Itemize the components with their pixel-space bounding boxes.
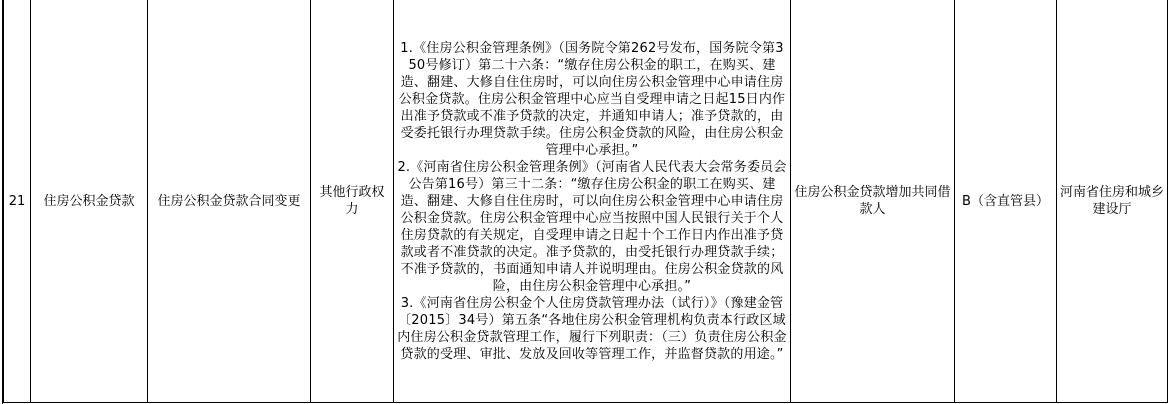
legal-basis-cell [394, 0, 791, 403]
legal-basis-item: 1.《住房公积金管理条例》（国务院令第262号发布，国务院令第350号修订）第二十六条：“缴存住房公积金的职工，在购买、建造、翻建、大修自住住房时，可以向住房公积金管理中心申请住房公积金贷款。住房公积金管理中心应当自受理申请之日起15日内作出准予贷款或不准予贷款的决定，并通知申请人；准予贷款的，由受委托银行办理贷款手续。住房公积金贷款的风险，由住房公积金管理中心承担。” [398, 40, 786, 158]
table-row [4, 0, 1168, 403]
sub-item-cell: 住房公积金贷款增加共同借款人 [791, 0, 955, 403]
department-cell: 河南省住房和城乡建设厅 [1057, 0, 1168, 403]
level-cell: B（含直管县） [955, 0, 1057, 403]
row-number: 21 [4, 0, 31, 403]
power-type-cell: 其他行政权力 [311, 0, 394, 403]
legal-basis-item: 2.《河南省住房公积金管理条例》（河南省人民代表大会常务委员会公告第16号）第三十二条：“缴存住房公积金的职工在购买、建造、翻建、大修自住住房时，可以向住房公积金管理中心申请住房公积金贷款。住房公积金管理中心应当按照中国人民银行关于个人住房贷款的有关规定，自受理申请之日起十个工作日内作出准予贷款或者不准贷款的决定。准予贷款的，由受托银行办理贷款手续；不准予贷款的，书面通知申请人并说明理由。住房公积金贷款的风险，由住房公积金管理中心承担。” [397, 159, 787, 294]
category-cell: 住房公积金贷款 [31, 0, 148, 403]
legal-basis-item: 3.《河南省住房公积金个人住房贷款管理办法（试行）》（豫建金管〔2015〕34号）第五条“各地住房公积金管理机构负责本行政区域内住房公积金贷款管理工作，履行下列职责：（三）负责住房公积金贷款的受理、审批、发放及回收等管理工作，并监督贷款的用途。” [397, 295, 787, 362]
left-edge-border [0, 0, 3, 404]
power-list-table [3, 0, 1168, 403]
item-name-cell: 住房公积金贷款合同变更 [148, 0, 311, 403]
